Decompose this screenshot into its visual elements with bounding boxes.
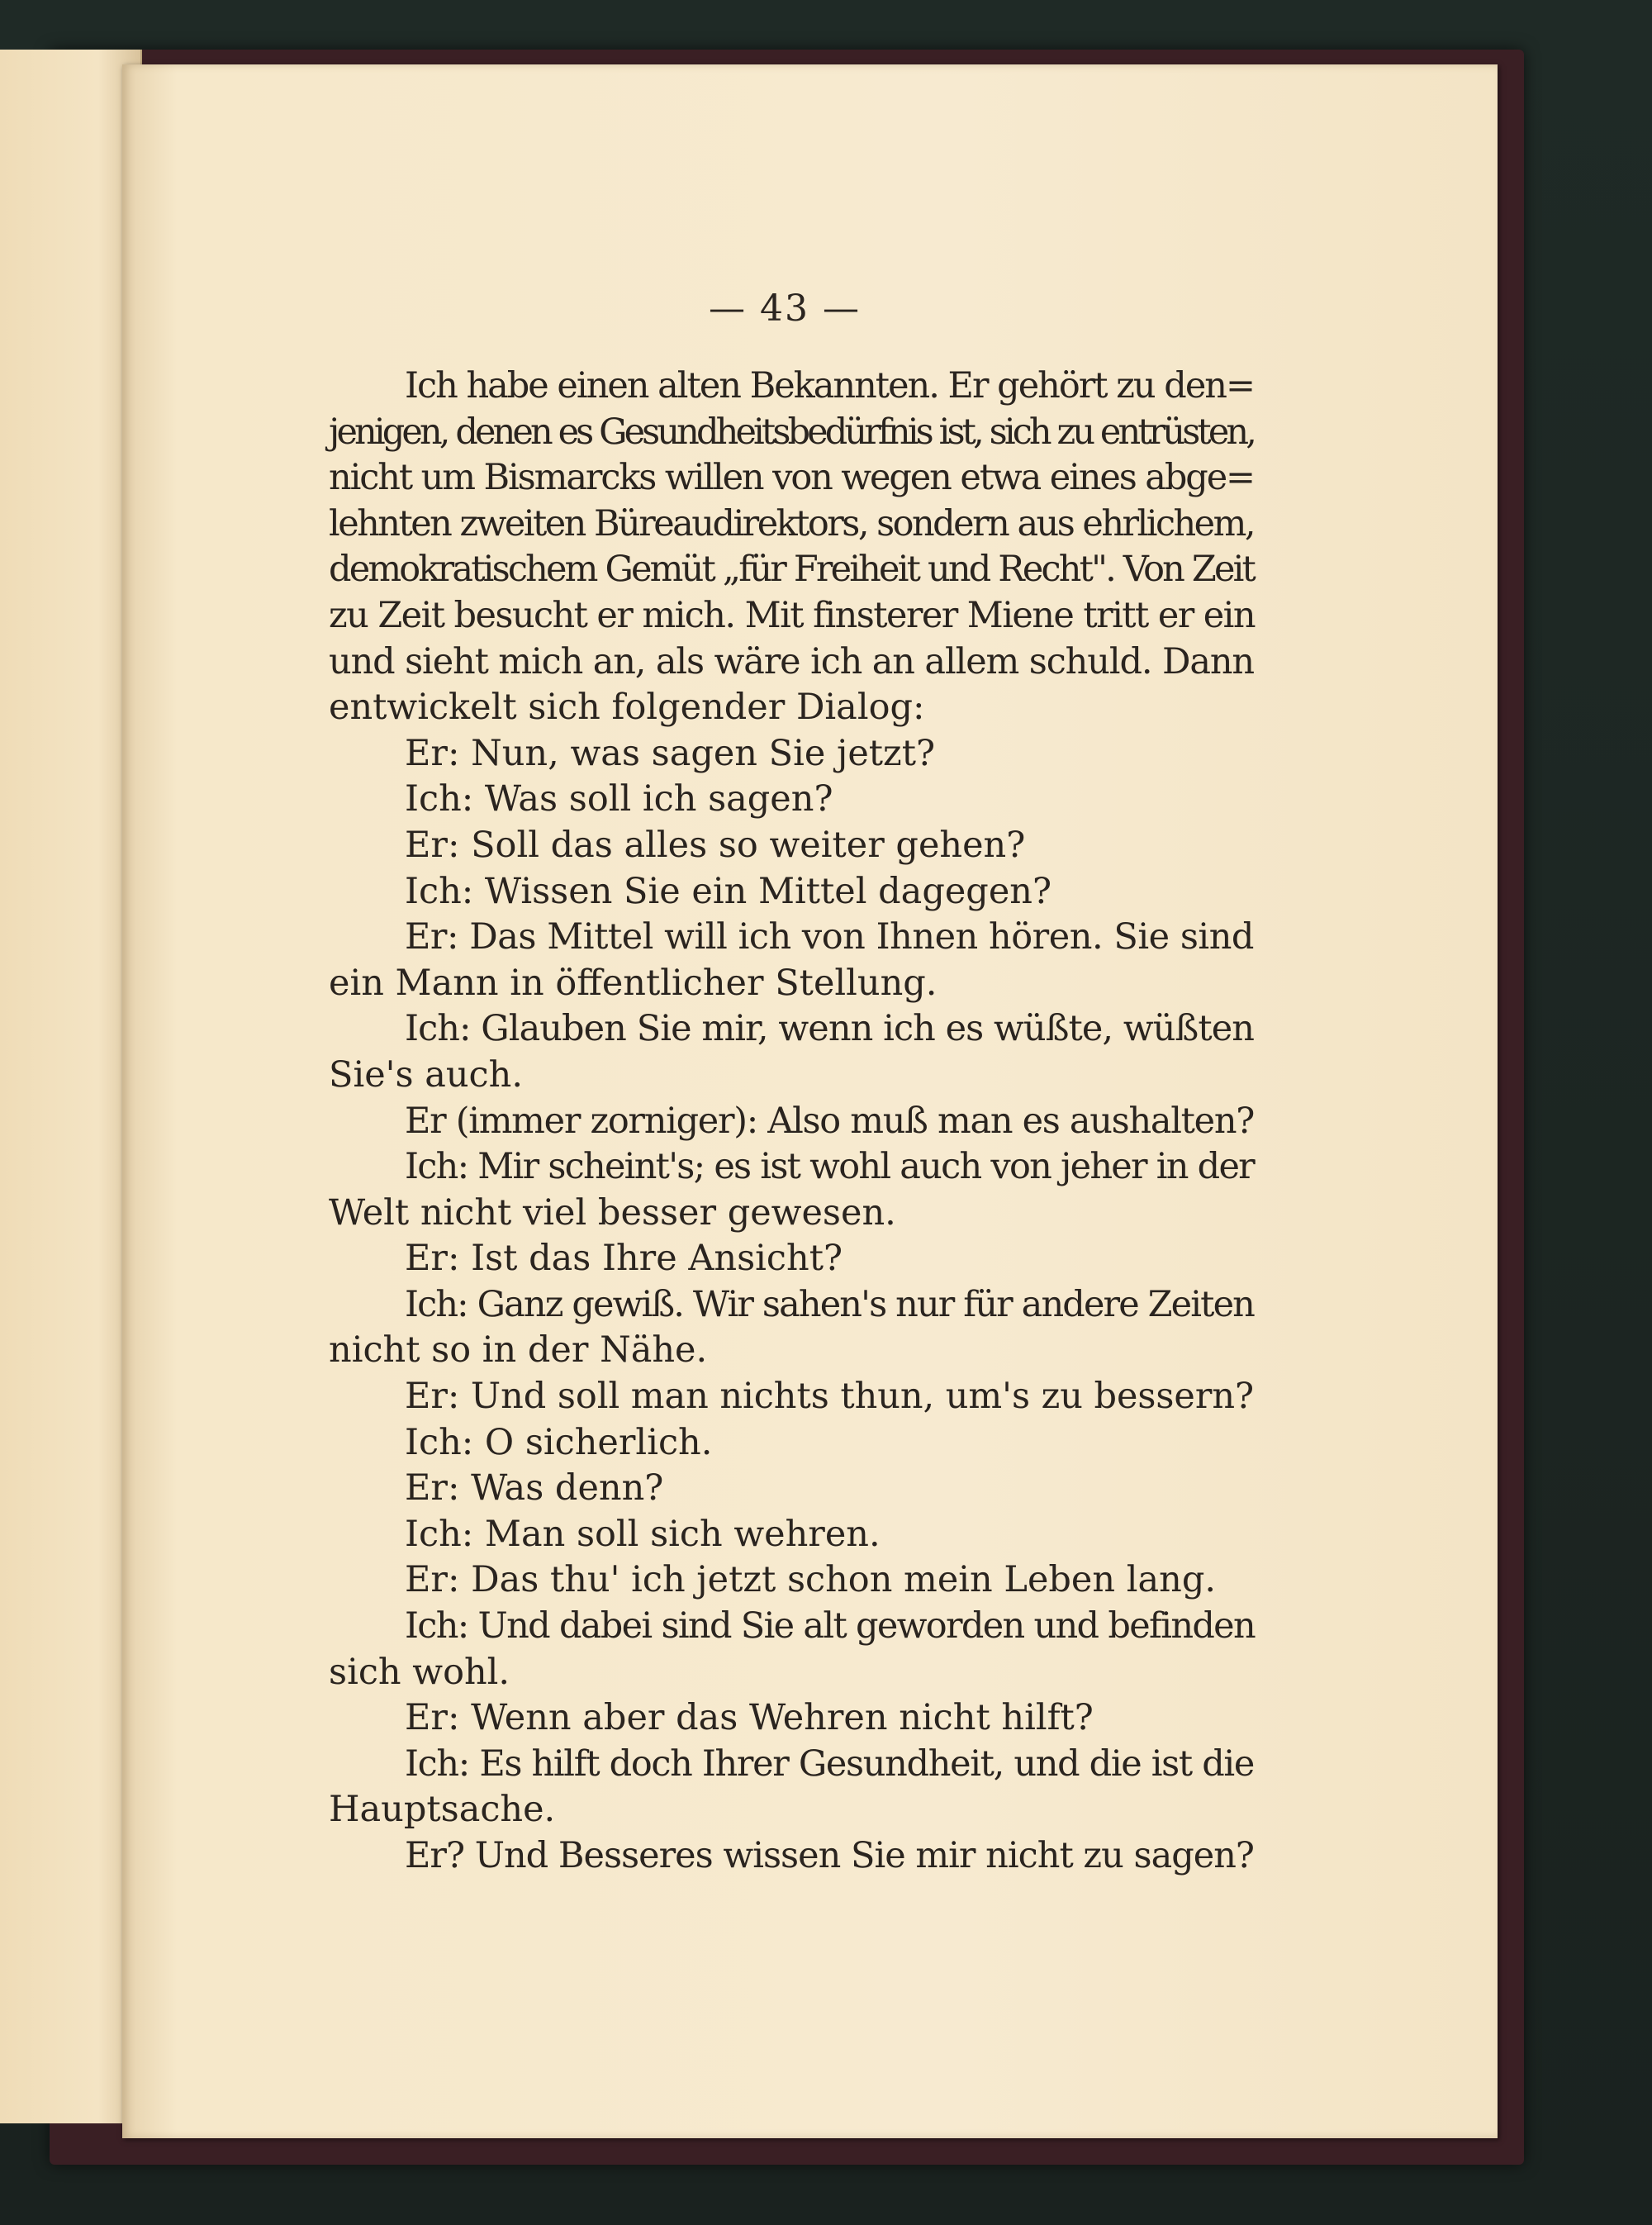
text-line: demokratischem Gemüt „für Freiheit und Recht". Von Zeit <box>329 549 1254 591</box>
text-line: Ich habe einen alten Bekannten. Er gehört zu den= <box>405 365 1254 406</box>
text-line: entwickelt sich folgender Dialog: <box>329 687 925 729</box>
text-line: Ich: Und dabei sind Sie alt geworden und befinden <box>405 1605 1255 1647</box>
body-text <box>329 364 1254 1880</box>
text-line: Er: Das Mittel will ich von Ihnen hören. Sie sind <box>405 916 1254 958</box>
text-line: nicht so in der Nähe. <box>329 1329 708 1372</box>
text-line: Ich: O sicherlich. <box>405 1421 713 1463</box>
text-line: Er? Und Besseres wissen Sie mir nicht zu sagen? <box>405 1835 1254 1876</box>
text-line: und sieht mich an, als wäre ich an allem schuld. Dann <box>329 640 1254 682</box>
text-line: Er (immer zorniger): Also muß man es aushalten? <box>405 1100 1254 1142</box>
text-line: lehnten zweiten Büreaudirektors, sondern aus ehrlichem, <box>329 502 1254 544</box>
text-line: Er: Ist das Ihre Ansicht? <box>405 1238 843 1280</box>
text-line: Ich: Es hilft doch Ihrer Gesundheit, und die ist die <box>405 1742 1254 1785</box>
text-line: zu Zeit besucht er mich. Mit finsterer Miene tritt er ein <box>329 594 1255 636</box>
text-line: Er: Was denn? <box>405 1467 664 1509</box>
text-line: Sie's auch. <box>329 1053 523 1096</box>
text-line: Er: Wenn aber das Wehren nicht hilft? <box>405 1697 1094 1739</box>
text-line: Ich: Glauben Sie mir, wenn ich es wüßte, wüßten <box>405 1008 1254 1050</box>
text-line: ein Mann in öffentlicher Stellung. <box>329 962 938 1004</box>
text-line: Er: Nun, was sagen Sie jetzt? <box>405 732 936 774</box>
page-number: — 43 — <box>709 288 861 330</box>
text-line: Ich: Wissen Sie ein Mittel dagegen? <box>405 870 1052 912</box>
text-line: Ich: Ganz gewiß. Wir sahen's nur für andere Zeiten <box>405 1283 1254 1325</box>
text-line: Hauptsache. <box>329 1789 556 1831</box>
text-line: Welt nicht viel besser gewesen. <box>329 1191 896 1234</box>
text-line: Er: Das thu' ich jetzt schon mein Leben lang. <box>405 1559 1217 1601</box>
text-line: nicht um Bismarcks willen von wegen etwa eines abge= <box>329 457 1254 499</box>
text-line: Er: Und soll man nichts thun, um's zu bessern? <box>405 1376 1254 1418</box>
text-line: Ich: Was soll ich sagen? <box>405 778 833 820</box>
text-line: Ich: Man soll sich wehren. <box>405 1513 881 1555</box>
text-line: Er: Soll das alles so weiter gehen? <box>405 824 1026 866</box>
text-line: jenigen, denen es Gesundheitsbedürfnis ist, sich zu entrüsten, <box>329 411 1254 453</box>
text-line: Ich: Mir scheint's; es ist wohl auch von jeher in der <box>405 1146 1254 1188</box>
left-page-edge <box>0 50 142 2123</box>
text-line: sich wohl. <box>329 1651 510 1693</box>
